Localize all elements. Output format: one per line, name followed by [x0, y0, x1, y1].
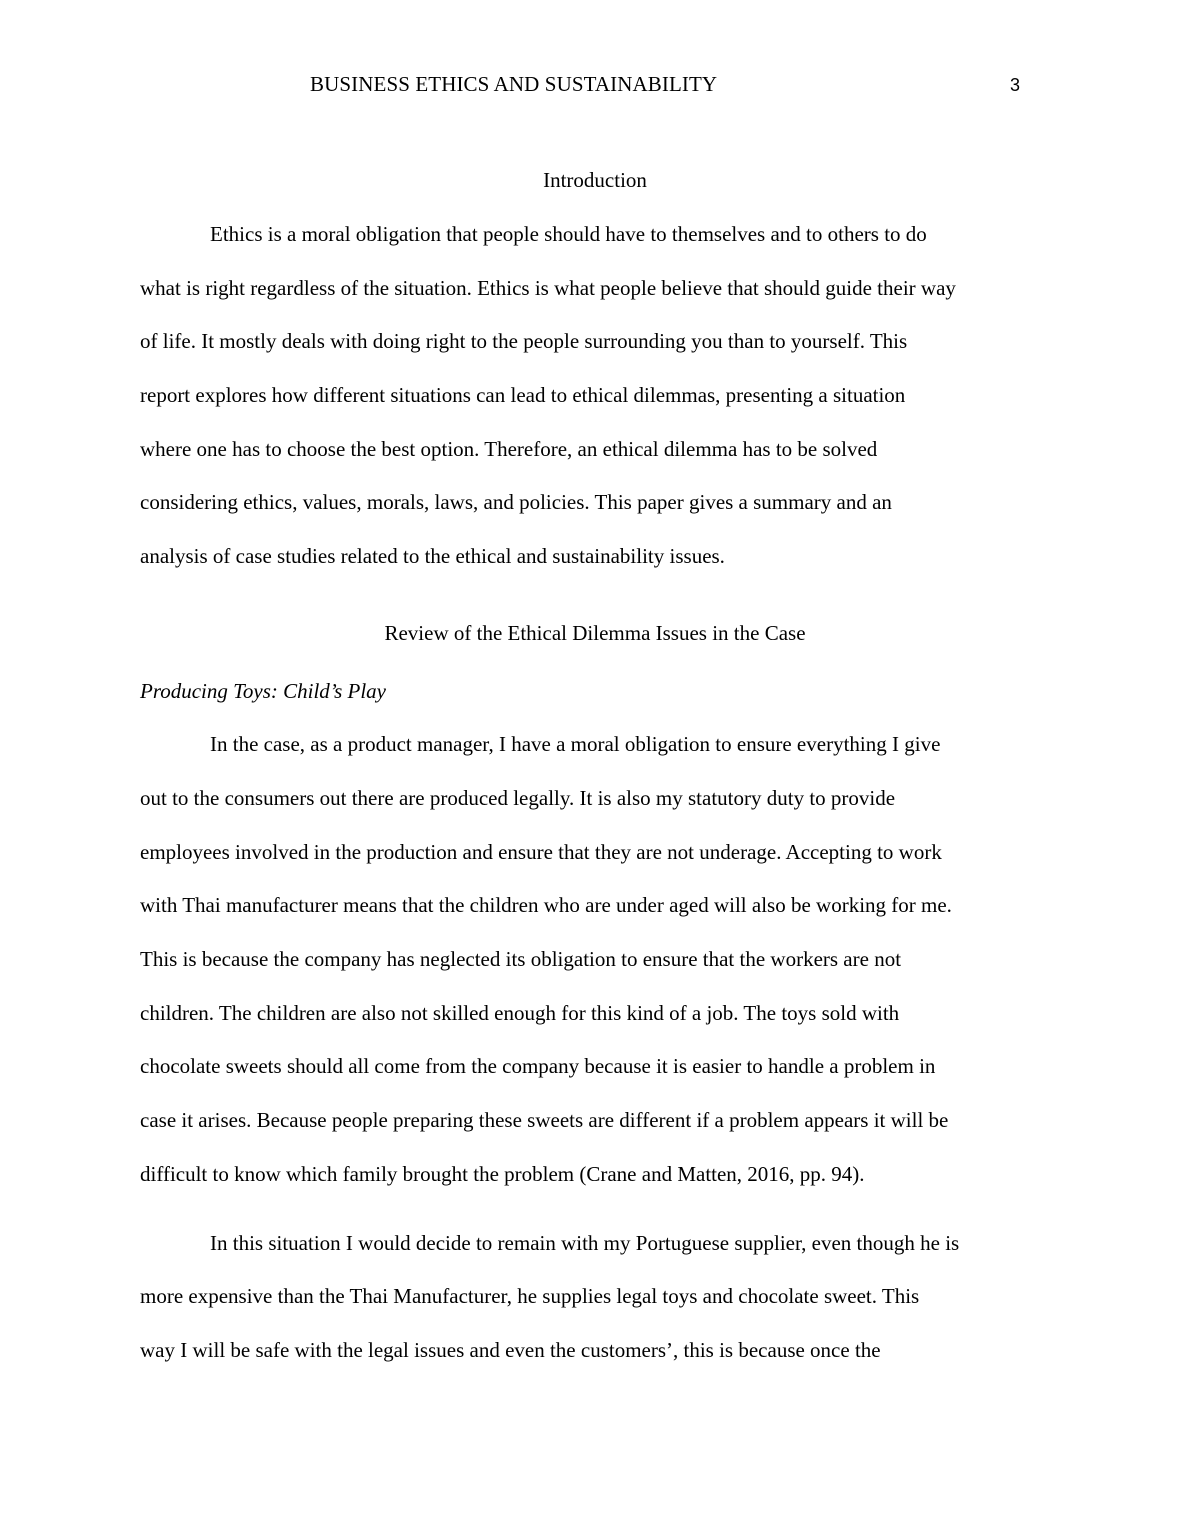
paragraph-line: chocolate sweets should all come from the company because it is easier to handle a problem in	[140, 1054, 936, 1078]
case-subheading: Producing Toys: Child’s Play	[140, 679, 386, 703]
page-number: 3	[1010, 75, 1021, 95]
paragraph-line: where one has to choose the best option. Therefore, an ethical dilemma has to be solved	[140, 437, 878, 461]
review-heading: Review of the Ethical Dilemma Issues in the Case	[384, 621, 806, 645]
paragraph-line: This is because the company has neglected its obligation to ensure that the workers are not	[140, 947, 902, 971]
paragraph-line: In this situation I would decide to remain with my Portuguese supplier, even though he is	[210, 1231, 960, 1255]
paragraph-line: report explores how different situations can lead to ethical dilemmas, presenting a situation	[140, 383, 906, 407]
paragraph-line: Ethics is a moral obligation that people should have to themselves and to others to do	[210, 222, 927, 246]
paragraph-line: case it arises. Because people preparing these sweets are different if a problem appears it will be	[140, 1108, 949, 1132]
paragraph-line: In the case, as a product manager, I have a moral obligation to ensure everything I give	[210, 732, 941, 756]
paragraph-line: difficult to know which family brought the problem (Crane and Matten, 2016, pp. 94).	[140, 1162, 865, 1186]
paragraph-line: what is right regardless of the situation. Ethics is what people believe that should guide their way	[140, 276, 956, 300]
paragraph-line: more expensive than the Thai Manufacturer, he supplies legal toys and chocolate sweet. This	[140, 1284, 920, 1308]
introduction-heading: Introduction	[543, 168, 647, 192]
paragraph-line: children. The children are also not skilled enough for this kind of a job. The toys sold with	[140, 1001, 900, 1025]
paragraph-line: with Thai manufacturer means that the children who are under aged will also be working for me.	[140, 893, 952, 917]
paragraph-line: of life. It mostly deals with doing right to the people surrounding you than to yourself. This	[140, 329, 908, 353]
running-head: BUSINESS ETHICS AND SUSTAINABILITY	[310, 72, 718, 96]
paragraph-line: considering ethics, values, morals, laws, and policies. This paper gives a summary and an	[140, 490, 892, 514]
paragraph-line: way I will be safe with the legal issues and even the customers’, this is because once the	[140, 1338, 881, 1362]
paragraph-line: analysis of case studies related to the ethical and sustainability issues.	[140, 544, 725, 568]
paragraph-line: out to the consumers out there are produced legally. It is also my statutory duty to provide	[140, 786, 896, 810]
paragraph-line: employees involved in the production and ensure that they are not underage. Accepting to work	[140, 840, 942, 864]
